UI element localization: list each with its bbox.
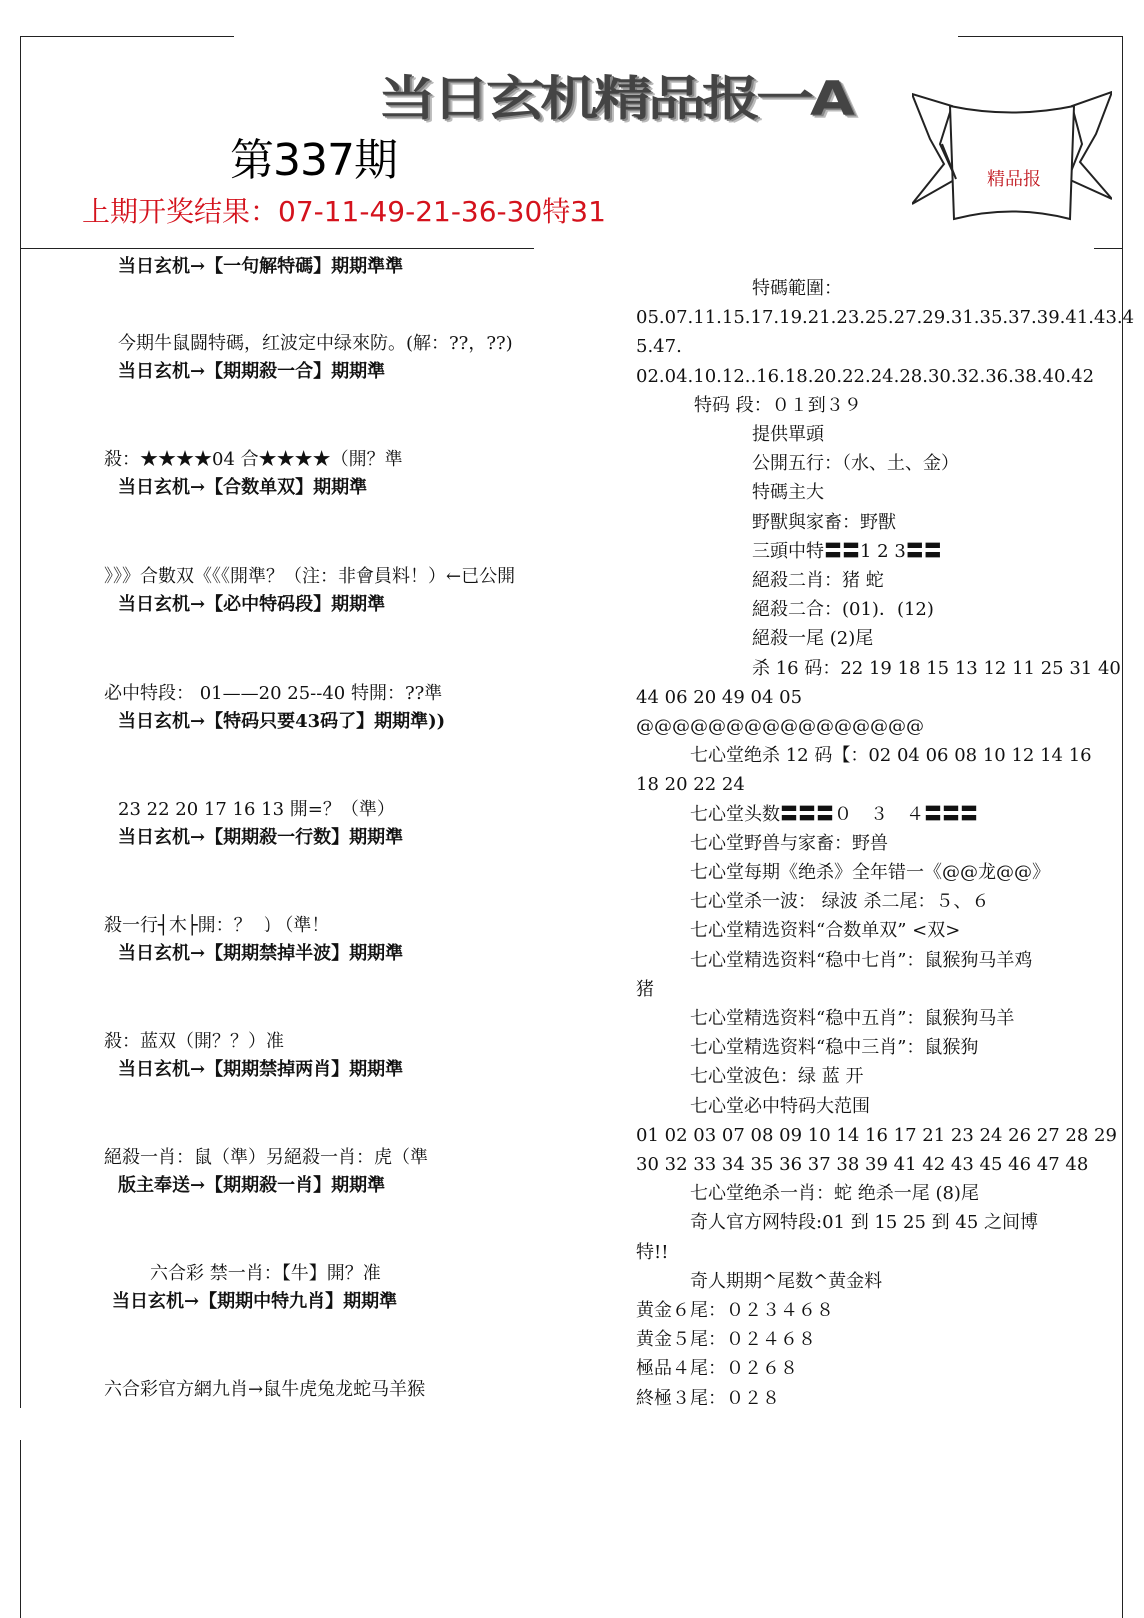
right-info-line: 七心堂波色：绿 蓝 开 <box>690 1066 864 1087</box>
right-info-line: 5.47. <box>636 336 682 357</box>
section-line: 六合彩 禁一肖：【牛】開？准 <box>150 1263 381 1284</box>
section-heading: 当日玄机→【必中特码段】期期準 <box>118 594 386 615</box>
header-divider-right <box>1094 248 1122 249</box>
right-info-line: @@@@@@@@@@@@@@@@ <box>636 716 924 737</box>
section-line: 殺：蓝双（開？？）准 <box>104 1031 284 1052</box>
frame-top-border-left <box>20 36 234 37</box>
right-info-line: 七心堂绝杀一肖：蛇 绝杀一尾 (8)尾 <box>690 1183 979 1204</box>
right-info-line: 野獸與家畜：野獸 <box>752 512 896 533</box>
ribbon-icon <box>912 84 1112 234</box>
right-info-line: 猪 <box>636 979 654 1000</box>
right-info-line: 三頭中特〓〓1 2 3〓〓 <box>752 541 942 562</box>
right-info-line: 提供單頭 <box>752 424 824 445</box>
section-heading: 当日玄机→【期期中特九肖】期期準 <box>112 1291 398 1312</box>
right-info-line: 絕殺一尾 (2)尾 <box>752 628 874 649</box>
right-info-line: 絕殺二合：(01)．(12) <box>752 599 934 620</box>
ribbon-label: 精品报 <box>987 169 1041 190</box>
frame-left-border-lower <box>20 1440 21 1618</box>
right-info-line: 七心堂头数〓〓〓０ ３ ４〓〓〓 <box>690 804 978 825</box>
right-info-line: 七心堂绝杀 12 码【：02 04 06 08 10 12 14 16 <box>690 745 1092 766</box>
right-info-line: 七心堂杀一波： 绿波 杀二尾：５、６ <box>690 891 990 912</box>
section-line: 23 22 20 17 16 13 開=？（準） <box>118 799 395 820</box>
right-info-line: 七心堂精选资料“稳中五肖”：鼠猴狗马羊 <box>690 1008 1015 1029</box>
section-heading: 当日玄机→【一句解特碼】期期準準 <box>118 256 404 277</box>
right-info-line: 黄金５尾：０２４６８ <box>636 1329 816 1350</box>
section-heading: 当日玄机→【合数单双】期期準 <box>118 477 368 498</box>
right-info-line: 特码 段：０１到３９ <box>694 395 862 416</box>
frame-left-border <box>20 36 21 1408</box>
banner-title: 当日玄机精品报一A <box>378 70 851 127</box>
right-info-line: 01 02 03 07 08 09 10 14 16 17 21 23 24 26 27 28 29 <box>636 1125 1117 1146</box>
section-heading: 当日玄机→【期期殺一合】期期準 <box>118 361 386 382</box>
frame-right-border <box>1122 36 1123 1618</box>
right-info-line: 特!! <box>636 1242 669 1263</box>
right-info-line: 七心堂每期《绝杀》全年错一《@@龙@@》 <box>690 862 1050 883</box>
section-line: 殺：★★★★04 合★★★★（開？準 <box>104 449 403 470</box>
section-line: 六合彩官方網九肖→鼠牛虎兔龙蛇马羊猴 <box>104 1379 426 1400</box>
right-info-line: 特碼範圍： <box>752 278 842 299</box>
right-info-line: 黄金６尾：０２３４６８ <box>636 1300 834 1321</box>
right-info-line: 05.07.11.15.17.19.21.23.25.27.29.31.35.37.39.41.43.4 <box>636 307 1135 328</box>
right-info-line: 杀 16 码：22 19 18 15 13 12 11 25 31 40 <box>752 658 1121 679</box>
right-info-line: 奇人官方网特段:01 到 15 25 到 45 之间博 <box>690 1212 1039 1233</box>
issue-number: 第337期 <box>230 135 397 186</box>
section-heading: 当日玄机→【期期禁掉半波】期期準 <box>118 943 404 964</box>
section-heading: 当日玄机→【期期殺一行数】期期準 <box>118 827 404 848</box>
section-heading: 当日玄机→【特码只要43码了】期期準)) <box>118 711 446 732</box>
frame-top-border-right <box>958 36 1123 37</box>
section-line: 》》》合數双《《《開準？（注：非會員料！）←已公開 <box>104 566 516 587</box>
section-line: 必中特段： 01——20 25--40 特開：??準 <box>104 683 443 704</box>
right-info-line: 奇人期期^尾数^黄金料 <box>690 1271 883 1292</box>
right-info-line: 七心堂精选资料“稳中三肖”：鼠猴狗 <box>690 1037 979 1058</box>
section-heading: 当日玄机→【期期禁掉两肖】期期準 <box>118 1059 404 1080</box>
right-info-line: 七心堂精选资料“合数单双” <双> <box>690 920 961 941</box>
right-info-line: 極品４尾：０２６８ <box>636 1358 798 1379</box>
right-info-line: 七心堂必中特码大范围 <box>690 1096 870 1117</box>
right-info-line: 絕殺二肖：猪 蛇 <box>752 570 884 591</box>
right-info-line: 七心堂精选资料“稳中七肖”：鼠猴狗马羊鸡 <box>690 950 1033 971</box>
right-info-line: 18 20 22 24 <box>636 774 745 795</box>
section-line: 今期牛鼠闘特碼，红波定中绿來防。(解：??，??) <box>118 333 513 354</box>
right-info-line: 02.04.10.12..16.18.20.22.24.28.30.32.36.38.40.42 <box>636 366 1095 387</box>
last-draw-result: 上期开奖结果：07-11-49-21-36-30特31 <box>82 195 606 228</box>
section-line: 絕殺一肖：鼠（準）另絕殺一肖：虎（準 <box>104 1147 428 1168</box>
header-divider <box>20 248 534 249</box>
right-info-line: 30 32 33 34 35 36 37 38 39 41 42 43 45 46 47 48 <box>636 1154 1089 1175</box>
right-info-line: 特碼主大 <box>752 482 824 503</box>
right-info-line: 終極３尾：０２８ <box>636 1388 780 1409</box>
right-info-line: 44 06 20 49 04 05 <box>636 687 803 708</box>
section-heading: 版主奉送→【期期殺一肖】期期準 <box>118 1175 386 1196</box>
right-info-line: 七心堂野兽与家畜：野兽 <box>690 833 888 854</box>
section-line: 殺一行┤木├開：？ ㇁（準！ <box>104 915 330 936</box>
right-info-line: 公開五行：（水、土、金） <box>752 453 959 474</box>
